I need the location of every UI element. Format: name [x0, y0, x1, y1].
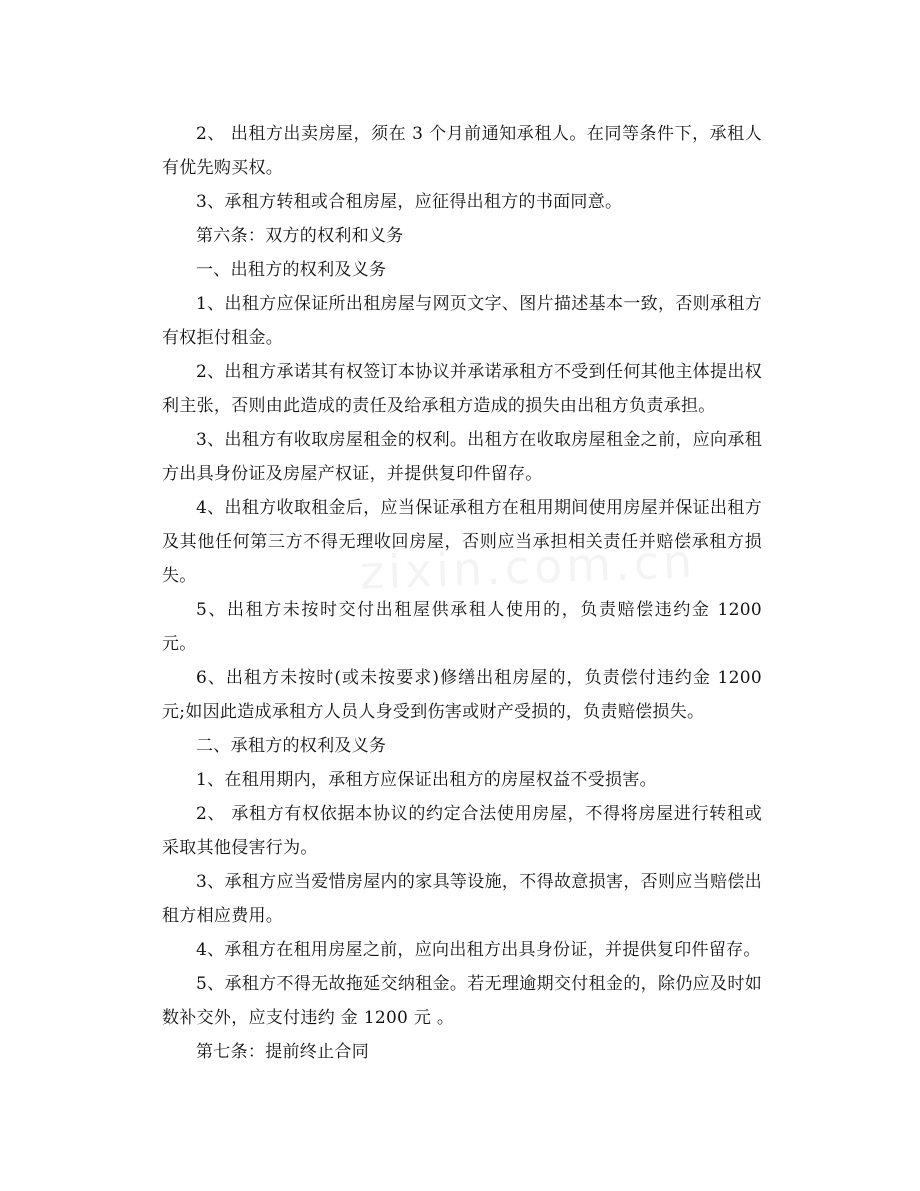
- paragraph-lessee-1: 1、在租用期内，承租方应保证出租方的房屋权益不受损害。: [196, 770, 657, 790]
- paragraph-lessor-6: 6、出租方未按时(或未按要求)修缮出租房屋的，负责偿付违约金 1200 元;如因此造成承租方人员人身受到伤害或财产受损的，负责赔偿损失。: [162, 668, 762, 722]
- paragraph-clause-5-2: 2、 出租方出卖房屋，须在 3 个月前通知承租人。在同等条件下，承租人有优先购买权。: [162, 124, 762, 178]
- paragraph-lessor-4: 4、出租方收取租金后，应当保证承租方在租用期间使用房屋并保证出租方及其他任何第三方不得无理收回房屋，否则应当承担相关责任并赔偿承租方损失。: [162, 498, 762, 586]
- paragraph-lessee-3: 3、承租方应当爱惜房屋内的家具等设施，不得故意损害，否则应当赔偿出租方相应费用。: [162, 872, 762, 926]
- paragraph-lessee-2: 2、 承租方有权依据本协议的约定合法使用房屋，不得将房屋进行转租或采取其他侵害行为。: [162, 804, 762, 858]
- paragraph-lessor-1: 1、出租方应保证所出租房屋与网页文字、图片描述基本一致，否则承租方有权拒付租金。: [162, 294, 762, 348]
- section-lessor-heading: 一、出租方的权利及义务: [196, 260, 387, 280]
- article-6-heading: 第六条：双方的权利和义务: [196, 226, 404, 246]
- document-body: [162, 117, 762, 1069]
- paragraph-lessee-5: 5、承租方不得无故拖延交纳租金。若无理逾期交付租金的，除仍应及时如数补交外，应支付违约 金 1200 元 。: [162, 974, 762, 1028]
- paragraph-lessor-2: 2、出租方承诺其有权签订本协议并承诺承租方不受到任何其他主体提出权利主张，否则由此造成的责任及给承租方造成的损失由出租方负责承担。: [162, 362, 762, 416]
- article-7-heading: 第七条：提前终止合同: [196, 1042, 369, 1062]
- paragraph-clause-5-3: 3、承租方转租或合租房屋，应征得出租方的书面同意。: [196, 192, 623, 212]
- section-lessee-heading: 二、承租方的权利及义务: [196, 736, 387, 756]
- paragraph-lessor-5: 5、出租方未按时交付出租屋供承租人使用的，负责赔偿违约金 1200 元。: [162, 600, 762, 654]
- paragraph-lessee-4: 4、承租方在租用房屋之前，应向出租方出具身份证，并提供复印件留存。: [196, 940, 761, 960]
- paragraph-lessor-3: 3、出租方有收取房屋租金的权利。出租方在收取房屋租金之前，应向承租方出具身份证及房屋产权证，并提供复印件留存。: [162, 430, 762, 484]
